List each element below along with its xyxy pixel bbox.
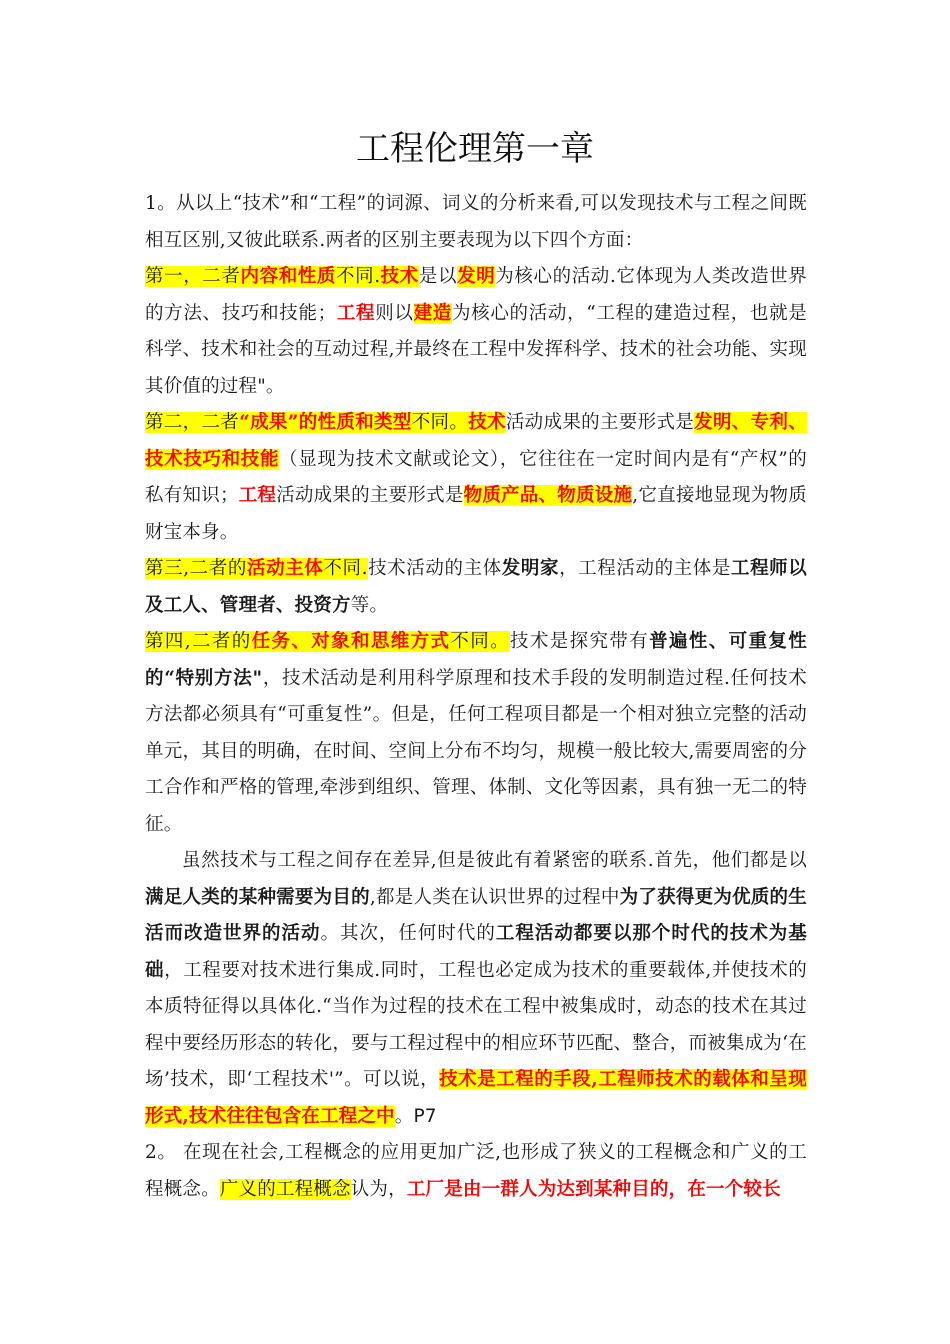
text-span: 技术是探究带有 [510, 631, 650, 652]
text-span: 等。 [350, 594, 389, 616]
highlighted-red-text: 技术 [380, 266, 419, 287]
highlighted-red-text: 活动主体 [246, 558, 324, 579]
text-span: ，工程要对技术进行集成.同时，工程也必定成为技术的重要载体,并使技术的本质特征得以具体化.“当作为过程的技术在工程中被集成时，动态的技术在其过程中要经历形态的转化，要与工程过程中的相应环节匹配、整合，而被集成为‘在场’技术，即‘工程技术'”。可以说， [145, 959, 808, 1090]
red-text: 工程 [336, 302, 376, 324]
text-span: 为核心的活动，“工程的建造过程，也就是科学、技术和社会的互动过程,并最终在工程中发挥科学、技术的社会功能、实现其价值的过程"。 [145, 302, 807, 397]
bold-text: 工程师以及工人、管理者、投资方 [145, 558, 807, 616]
text-span: ,它直接地显现为物质财宝本身。 [145, 485, 807, 543]
text-span: 虽然技术与工程之间存在差异,但是彼此有着紧密的联系.首先，他们都是以 [182, 850, 807, 871]
paragraph-intro [145, 186, 807, 259]
paragraph-third-difference [145, 551, 807, 624]
text-span: 。 [394, 1105, 414, 1127]
red-text: 工程 [238, 485, 277, 506]
bold-text: 普遍性、可重复性的“特别方法" [145, 631, 807, 689]
document-body [145, 186, 807, 1208]
highlighted-text: 不同. [323, 558, 368, 579]
paragraph-engineering-concept [145, 1135, 807, 1208]
highlighted-red-text: 物质产品、物质设施 [463, 485, 633, 506]
text-span: ，技术活动是利用科学原理和技术手段的发明制造过程.任何技术方法都必须具有“可重复性”。但是，任何工程项目都是一个相对独立完整的活动单元，其目的明确，在时间、空间上分布不均匀，规模一般比较大,需要周密的分工合作和严格的管理,牵涉到组织、管理、体制、文化等因素，具有独一无二的特征。 [145, 667, 807, 835]
highlighted-text: 第四,二者的 [145, 631, 252, 652]
highlighted-red-text: 发明、专利、技术技巧和技能 [145, 412, 807, 470]
text-span: 。其次，任何时代的 [320, 923, 496, 944]
highlighted-text: 不同. [336, 266, 381, 287]
bold-text: 发明家 [501, 558, 560, 579]
paragraph-connection [145, 843, 807, 1135]
text-span: 1。从以上“技术”和“工程”的词源、词义的分析来看,可以发现技术与工程之间既相互区别,又彼此联系.两者的区别主要表现为以下四个方面： [145, 193, 807, 251]
text-span: 2。 在现在社会,工程概念的应用更加广泛,也形成了狭义的工程概念和广义的工程概念。 [145, 1142, 807, 1200]
text-span: 活动成果的主要形式是 [276, 485, 464, 506]
text-span: 为核心的活动.它体现为人类改造世界的方法、技巧和技能； [145, 266, 807, 324]
text-span: 活动成果的主要形式是 [505, 412, 695, 433]
page-reference: P7 [413, 1105, 437, 1127]
bold-text: 满足人类的某种需要为目的 [145, 886, 370, 908]
highlighted-text: 广义的工程概念 [219, 1178, 351, 1200]
text-span: 技术活动的主体 [367, 558, 502, 579]
paragraph-fourth-difference [145, 624, 807, 843]
highlighted-text: 不同。 [411, 412, 469, 433]
text-span: 则以 [375, 302, 414, 324]
highlighted-red-text: 任务、对象和思维方式 [251, 631, 451, 652]
highlighted-red-text: 建造 [413, 302, 452, 324]
text-span: ，工程活动的主体是 [559, 558, 731, 579]
paragraph-second-difference [145, 405, 807, 551]
red-text: 工厂是由一群人为达到某种目的，在一个较长 [406, 1178, 781, 1200]
highlighted-text: 第三,二者的 [145, 558, 247, 579]
highlighted-text: 第二，二者 [145, 412, 240, 433]
text-span: 是以 [418, 266, 458, 287]
highlighted-red-text: 技术 [468, 412, 506, 433]
highlighted-red-text: 内容和性质 [240, 266, 336, 287]
highlighted-red-text: “成果”的性质和类型 [239, 412, 412, 433]
bold-text: 为了获得更为优质的生活而改造世界的活动 [145, 886, 807, 944]
highlighted-red-text: 技术是工程的手段,工程师技术的载体和呈现形式,技术往往包含在工程之中 [145, 1069, 807, 1127]
highlighted-text: 第一，二者 [145, 266, 241, 287]
page-title: 工程伦理第一章 [356, 129, 594, 169]
highlighted-text: 不同。 [450, 631, 511, 652]
highlighted-red-text: 发明 [457, 266, 496, 287]
text-span: 认为， [350, 1178, 407, 1200]
text-span: （显现为技术文献或论文），它往往在一定时间内是有“产权”的私有知识； [145, 448, 808, 506]
bold-text: 工程活动都要以那个时代的技术为基础 [145, 923, 808, 981]
text-span: ,都是人类在认识世界的过程中 [369, 886, 620, 908]
paragraph-first-difference [145, 259, 807, 405]
